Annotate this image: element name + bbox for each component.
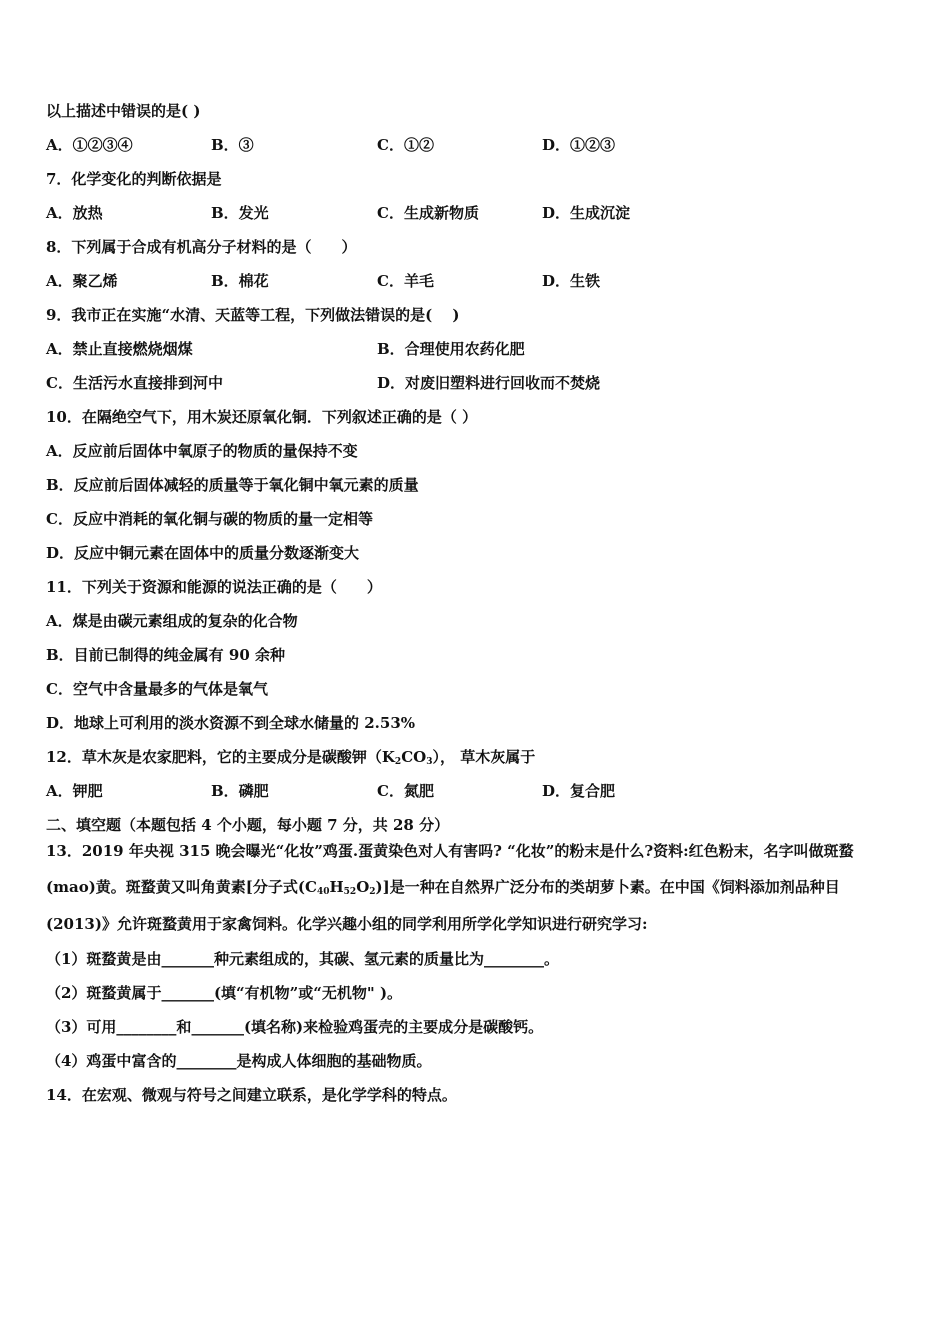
stem-text: )]是一种在自然界广泛分布的类胡萝卜素。在中国《饲料添加剂品种目 — [375, 878, 840, 896]
question-14-stem: 14．在宏观、微观与符号之间建立联系，是化学学科的特点。 — [46, 1086, 457, 1104]
option-b: B．目前已制得的纯金属有 90 余种 — [46, 646, 285, 664]
stem-text: 12．草木灰是农家肥料，它的主要成分是碳酸钾（K — [46, 748, 395, 766]
option-d: D．反应中铜元素在固体中的质量分数逐渐变大 — [46, 544, 360, 562]
question-9-stem: 9．我市正在实施“水清、天蓝等工程，下列做法错误的是( ) — [46, 306, 460, 324]
subscript: 40 — [316, 887, 330, 897]
option-b: B．棉花 — [211, 272, 269, 290]
stem-text: CO — [401, 748, 427, 766]
stem-text: O — [356, 878, 370, 896]
option-d: D．生成沉淀 — [542, 204, 631, 222]
option-c: C．①② — [377, 136, 434, 154]
section-heading: 二、填空题（本题包括 4 个小题，每小题 7 分，共 28 分） — [46, 816, 450, 834]
stem-text: (mao)黄。斑蝥黄又叫角黄素[分子式(C — [46, 878, 317, 896]
question-10-stem: 10．在隔绝空气下，用木炭还原氧化铜．下列叙述正确的是（ ） — [46, 408, 478, 426]
option-d: D．地球上可利用的淡水资源不到全球水储量的 2.53% — [46, 714, 416, 732]
option-c: C．生活污水直接排到河中 — [46, 374, 223, 392]
question-13-part4: （4）鸡蛋中富含的________是构成人体细胞的基础物质。 — [46, 1052, 432, 1070]
option-b: B．发光 — [211, 204, 269, 222]
stem-text: H — [329, 878, 344, 896]
question-6-stem: 以上描述中错误的是( ) — [46, 102, 201, 120]
option-a: A．聚乙烯 — [46, 272, 118, 290]
subscript: 2 — [394, 757, 402, 767]
question-8-stem: 8．下列属于合成有机高分子材料的是（ ） — [46, 238, 357, 256]
stem-text: ）， 草木灰属于 — [432, 748, 536, 766]
question-13-line1: 13．2019 年央视 315 晚会曝光“化妆”鸡蛋.蛋黄染色对人有害吗? “化妆”的粉末是什么?资料:红色粉末，名字叫做斑蝥 — [46, 842, 854, 860]
option-b: B．反应前后固体减轻的质量等于氧化铜中氧元素的质量 — [46, 476, 419, 494]
option-c: C．空气中含量最多的气体是氧气 — [46, 680, 268, 698]
option-c: C．氮肥 — [377, 782, 434, 800]
option-a: A．反应前后固体中氧原子的物质的量保持不变 — [46, 442, 358, 460]
question-13-line3: (2013)》允许斑蝥黄用于家禽饲料。化学兴趣小组的同学利用所学化学知识进行研究学习: — [46, 915, 648, 933]
option-b: B．合理使用农药化肥 — [377, 340, 525, 358]
subscript: 3 — [426, 757, 433, 767]
question-13-part1: （1）斑蝥黄是由_______种元素组成的，其碳、氢元素的质量比为________。 — [46, 950, 559, 968]
option-a: A．煤是由碳元素组成的复杂的化合物 — [46, 612, 298, 630]
option-b: B．磷肥 — [211, 782, 269, 800]
option-a: A．禁止直接燃烧烟煤 — [46, 340, 193, 358]
question-12-stem — [46, 747, 535, 772]
option-d: D．①②③ — [542, 136, 616, 154]
option-d: D．复合肥 — [542, 782, 616, 800]
question-13-part2: （2）斑蝥黄属于_______(填“有机物”或“无机物" )。 — [46, 984, 403, 1002]
subscript: 2 — [369, 887, 376, 897]
option-c: C．反应中消耗的氧化铜与碳的物质的量一定相等 — [46, 510, 373, 528]
question-11-stem: 11．下列关于资源和能源的说法正确的是（ ） — [46, 578, 382, 596]
option-a: A．钾肥 — [46, 782, 103, 800]
question-13-part3: （3）可用________和_______(填名称)来检验鸡蛋壳的主要成分是碳酸钙。 — [46, 1018, 544, 1036]
question-13-line2 — [46, 877, 840, 902]
option-c: C．生成新物质 — [377, 204, 479, 222]
option-b: B．③ — [211, 136, 254, 154]
subscript: 52 — [343, 887, 357, 897]
option-c: C．羊毛 — [377, 272, 434, 290]
option-d: D．生铁 — [542, 272, 601, 290]
option-d: D．对废旧塑料进行回收而不焚烧 — [377, 374, 601, 392]
question-7-stem: 7．化学变化的判断依据是 — [46, 170, 222, 188]
option-a: A．放热 — [46, 204, 103, 222]
option-a: A．①②③④ — [46, 136, 133, 154]
